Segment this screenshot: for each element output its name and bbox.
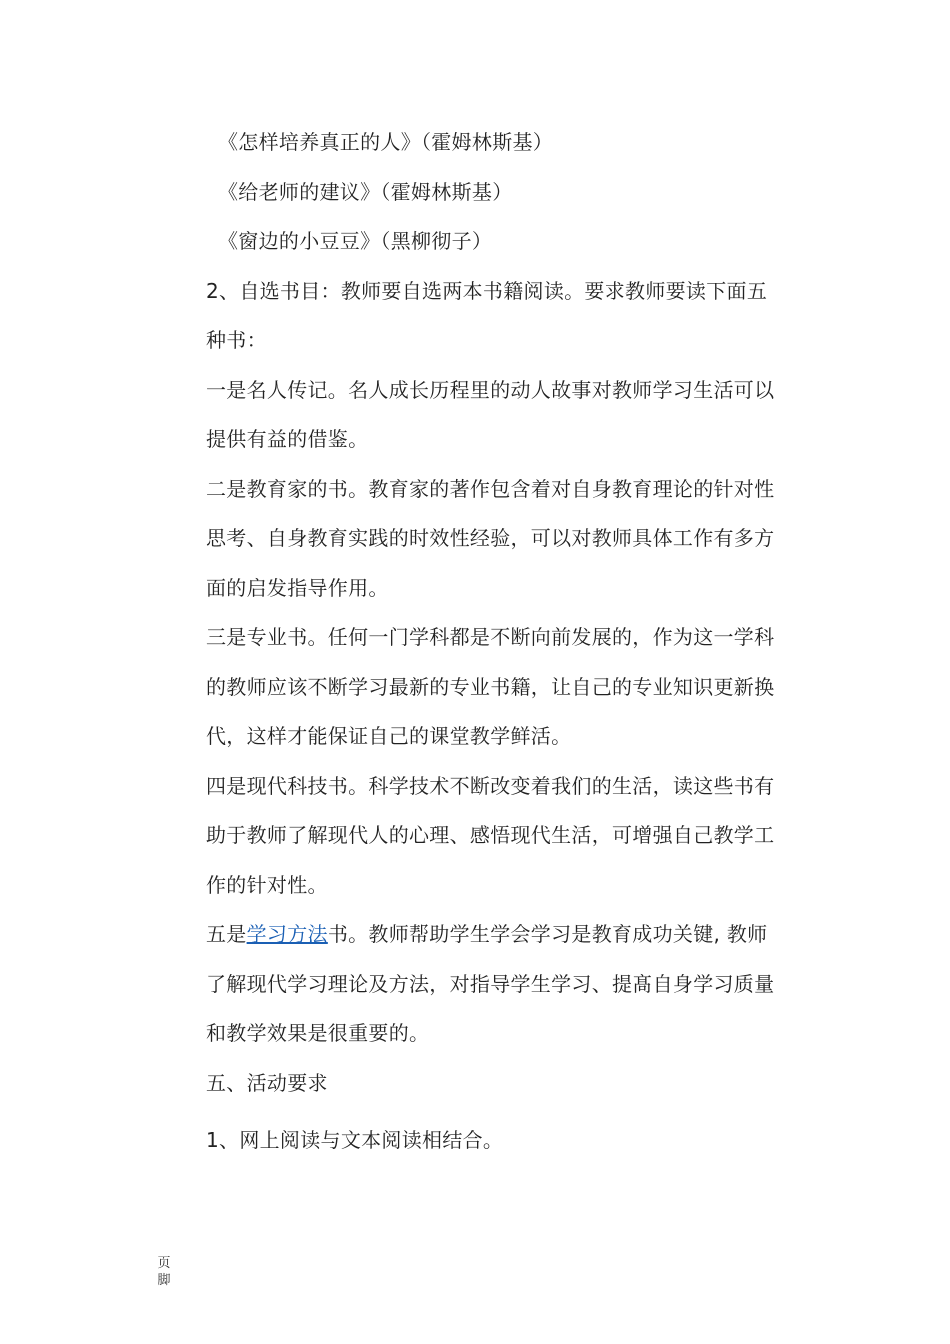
footer-char-2: 脚: [157, 1273, 171, 1288]
item4-line-1: 四是现代科技书。科学技术不断改变着我们的生活，读这些书有: [206, 773, 775, 798]
document-body: [206, 118, 804, 1166]
requirement-1: 1、网上阅读与文本阅读相结合。: [206, 1128, 504, 1152]
item2-line-3: 面的启发指导作用。: [206, 575, 389, 600]
book-title-2: 《给老师的建议》（霍姆林斯基）: [218, 179, 513, 204]
item5-line-2: 了解现代学习理论及方法，对指导学生学习、提髙自身学习质量: [206, 971, 775, 996]
item5-suffix: 书。教师帮助学生学会学习是教育成功关键, 教师: [327, 922, 768, 946]
item4-line-3: 作的针对性。: [206, 872, 328, 897]
item1-line-2: 提供有益的借鉴。: [206, 427, 369, 451]
item3-line-2: 的教师应该不断学习最新的专业书籍，让自己的专业知识更新换: [206, 674, 775, 699]
item1-line-1: 一是名人传记。名人成长历程里的动人故事对教师学习生活可以: [206, 377, 775, 402]
footer-char-1: 页: [157, 1256, 171, 1271]
self-selected-line-2: 种书：: [206, 328, 267, 352]
item4-line-2: 助于教师了解现代人的心理、感悟现代生活，可增强自己教学工: [206, 823, 775, 847]
self-selected-line-1: 2、自选书目：教师要自选两本书籍阅读。要求教师要读下面五: [206, 278, 768, 303]
page-footer: [156, 1255, 172, 1289]
book-title-3: 《窗边的小豆豆》（黑柳彻子）: [218, 229, 493, 253]
item3-line-3: 代，这样才能保证自己的课堂教学鲜活。: [206, 724, 572, 748]
item5-line-1: [206, 910, 804, 960]
item5-line-3: 和教学效果是很重要的。: [206, 1021, 430, 1045]
item3-line-1: 三是专业书。任何一门学科都是不断向前发展的，作为这一学科: [206, 625, 775, 649]
item2-line-2: 思考、自身教育实践的时效性经验，可以对教师具体工作有多方: [206, 526, 775, 550]
item5-prefix: 五是: [206, 922, 247, 946]
item2-line-1: 二是教育家的书。教育家的著作包含着对自身教育理论的针对性: [206, 476, 775, 501]
book-title-1: 《怎样培养真正的人》（霍姆林斯基）: [218, 130, 554, 154]
section5-heading: 五、活动要求: [206, 1070, 328, 1095]
spacer: [206, 1108, 804, 1116]
study-method-link[interactable]: 学习方法: [246, 922, 328, 946]
